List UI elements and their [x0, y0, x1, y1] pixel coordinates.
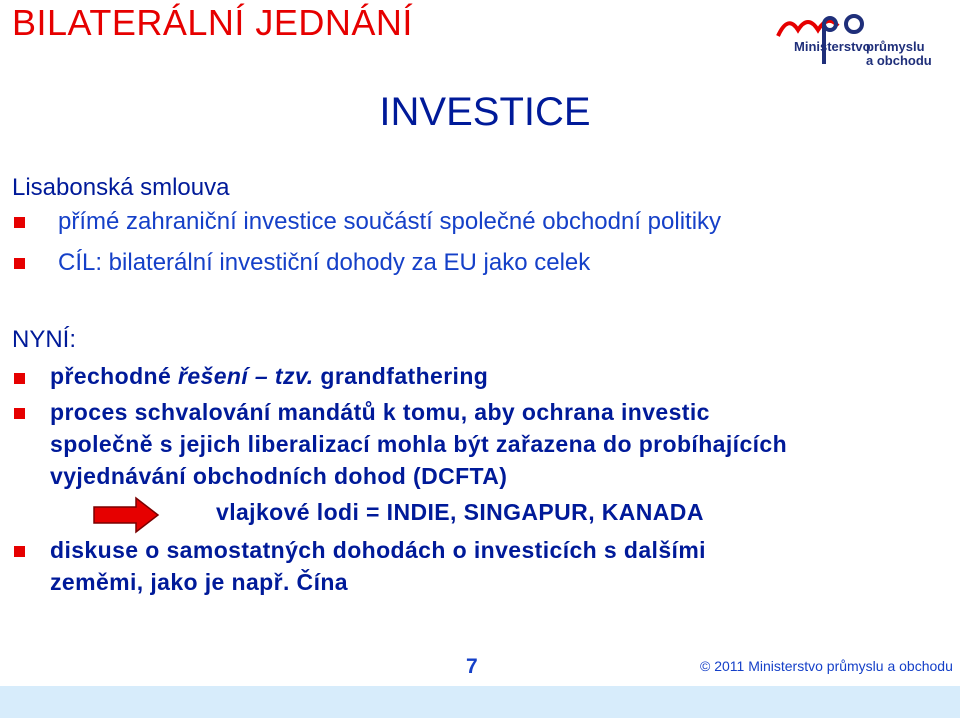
bullet-text-standalone-agreements — [50, 534, 706, 598]
mandate-line-2: společně s jejich liberalizací mohla být zařazena do probíhajících — [50, 431, 788, 457]
mpo-logo — [768, 8, 932, 70]
logo-line-obchodu: a obchodu — [866, 53, 932, 68]
standalone-line-2: zeměmi, jako je např. Čína — [50, 569, 349, 595]
bullet-icon — [14, 546, 25, 557]
mandate-line-3: vyjednávání obchodních dohod (DCFTA) — [50, 463, 508, 489]
solution-italic-text: řešení – tzv. — [177, 363, 314, 389]
slide-subtitle: INVESTICE — [379, 90, 591, 134]
page-number: 7 — [466, 655, 478, 678]
logo-line-prumyslu: průmyslu — [866, 39, 925, 54]
footer-bar — [0, 686, 960, 718]
bullet-text-fdi: přímé zahraniční investice součástí společné obchodní politiky — [58, 208, 722, 235]
lisbon-treaty-heading: Lisabonská smlouva — [12, 174, 230, 201]
bullet-text-mandate-process — [50, 396, 787, 492]
now-heading: NYNÍ: — [12, 326, 77, 353]
slide-title: BILATERÁLNÍ JEDNÁNÍ — [12, 2, 413, 43]
grandfathering-text: grandfathering — [313, 363, 489, 389]
flagship-countries-text: vlajkové lodi = INDIE, SINGAPUR, KANADA — [216, 499, 704, 525]
transition-text: přechodné — [50, 363, 178, 389]
bullet-text-grandfathering — [50, 360, 488, 392]
copyright-text: 2011 Ministerstvo průmyslu a obchodu — [710, 658, 953, 674]
standalone-line-1: diskuse o samostatných dohodách o investicích s dalšími — [50, 537, 706, 563]
bullet-icon — [14, 258, 25, 269]
bullet-text-goal: CÍL: bilaterální investiční dohody za EU jako celek — [58, 249, 591, 276]
bullet-icon — [14, 217, 25, 228]
right-arrow-icon — [92, 496, 160, 534]
bullet-icon — [14, 408, 25, 419]
copyright-notice — [700, 658, 953, 674]
copyright-icon: © — [700, 658, 711, 674]
mandate-line-1: proces schvalování mandátů k tomu, aby ochrana investic — [50, 399, 710, 425]
logo-line-ministerstvo: Ministerstvo — [794, 39, 871, 54]
bullet-icon — [14, 373, 25, 384]
